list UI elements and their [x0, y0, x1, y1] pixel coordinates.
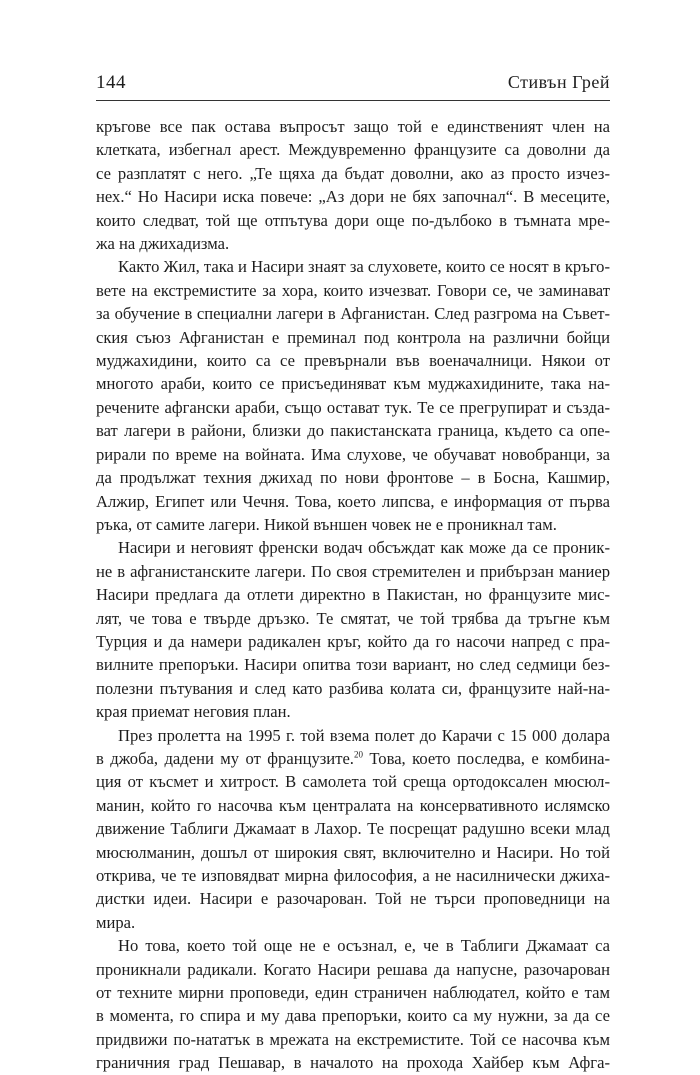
text-line: ръка, от самите лагери. Никой външен човек не е проникнал там. [96, 514, 557, 534]
text-line: се разплатят с него. „Те щяха да бъдат доволни, ако аз просто изчез- [96, 163, 610, 183]
footnote-ref[interactable]: 20 [353, 749, 363, 760]
body-text [96, 115, 610, 1075]
text-line: През пролетта на 1995 г. той взема полет до Карачи с 15 000 долара [118, 725, 610, 745]
text-line: мюсюлманин, дошъл от широкия свят, включително и Насири. Но той [96, 842, 610, 862]
text-line: да продължат техния джихад по нови фронтове – в Босна, Кашмир, [96, 468, 610, 488]
text-line [96, 747, 610, 770]
running-head-author: Стивън Грей [507, 72, 610, 92]
text-line: от техните мирни проповеди, един страничен наблюдател, който е там [96, 983, 610, 1003]
text-line: проникнали радикали. Когато Насири решава да напусне, разочарован [96, 959, 610, 979]
text-line: рирали по време на войната. Има слухове, че обучават новобранци, за [96, 444, 610, 464]
text-line: които следват, той ще отпътува дори още по-дълбоко в тъмната мре- [96, 210, 610, 230]
text-line: края приемат неговия план. [96, 702, 291, 722]
text-line: дистки идеи. Насири е разочарован. Той не търси проповедници на [96, 889, 610, 909]
text-line: Но това, което той още не е осъзнал, е, че в Таблиги Джамаат са [118, 936, 610, 956]
text-line: речените афгански араби, също остават тук. Те се прегрупират и създа- [96, 397, 610, 417]
text-line: открива, че те изповядват мирна философия, а не насилнически джиха- [96, 866, 610, 885]
text-line: не в афганистанските лагери. По своя стремителен и прибързан маниер [96, 561, 610, 581]
text-line: лят, че това е твърде дръзко. Те смятат, че той трябва да тръгне към [96, 608, 610, 628]
paragraph-3 [96, 536, 610, 723]
text-line: клетката, избегнал арест. Междувременно французите са доволни да [96, 140, 610, 160]
text-segment: Това, което последва, е комбина- [362, 748, 610, 768]
text-line: придвижи по-нататък в мрежата на екстремистите. Той се насочва към [96, 1029, 610, 1049]
header-rule [96, 100, 610, 101]
text-line: нех.“ Но Насири иска повече: „Аз дори не бях започнал“. В месеците, [96, 187, 610, 207]
text-line: Насири предлага да отлети директно в Пакистан, но французите мис- [96, 585, 610, 605]
text-line: Турция и да намери радикален кръг, който да го насочи напред с пра- [96, 631, 610, 651]
page-number: 144 [96, 72, 126, 93]
text-line: мира. [96, 912, 136, 932]
text-line: Алжир, Египет или Чечня. Това, което липсва, е информация от първа [96, 491, 610, 511]
page-header [96, 72, 610, 102]
text-line: жа на джихадизма. [96, 234, 230, 254]
paragraph-2 [96, 255, 610, 536]
text-line: в момента, го спира и му дава препоръки, които са му нужни, за да се [96, 1006, 610, 1026]
text-segment: в джоба, дадени му от французите. [96, 748, 354, 768]
text-line: Насири и неговият френски водач обсъждат как може да се проник- [118, 538, 610, 558]
paragraph-4 [96, 724, 610, 935]
text-line: вете на екстремистите за хора, които изчезват. Говори се, че заминават [96, 280, 610, 300]
text-line: многото араби, които се присъединяват към муджахидините, така на- [96, 374, 610, 394]
text-line: манин, който го насочва към централата на консервативното ислямско [96, 795, 610, 815]
text-line: вилните препоръки. Насири опитва този вариант, но след седмици без- [96, 655, 610, 675]
paragraph-1 [96, 115, 610, 255]
text-line: ския съюз Афганистан е преминал под контрола на различни бойци [96, 327, 610, 347]
text-line: полезни пътувания и след като разбива колата си, французите най-на- [96, 678, 610, 698]
text-line: ват лагери в райони, близки до пакистанската граница, където са опе- [96, 421, 610, 441]
text-line: движение Таблиги Джамаат в Лахор. Те посрещат радушно всеки млад [96, 819, 610, 839]
text-line: Както Жил, така и Насири знаят за слуховете, които се носят в кръго- [118, 257, 610, 277]
text-line: граничния град Пешавар, в началото на прохода Хайбер към Афга- [96, 1053, 610, 1073]
paragraph-5 [96, 934, 610, 1074]
text-line: муджахидини, които са се превърнали във военачалници. Някои от [96, 351, 610, 371]
text-line: за обучение в специални лагери в Афганистан. След разгрома на Съвет- [96, 304, 610, 324]
text-line: ция от късмет и хитрост. В самолета той среща ортодоксален мюсюл- [96, 772, 610, 792]
text-line: кръгове все пак остава въпросът защо той е единственият член на [96, 117, 610, 136]
